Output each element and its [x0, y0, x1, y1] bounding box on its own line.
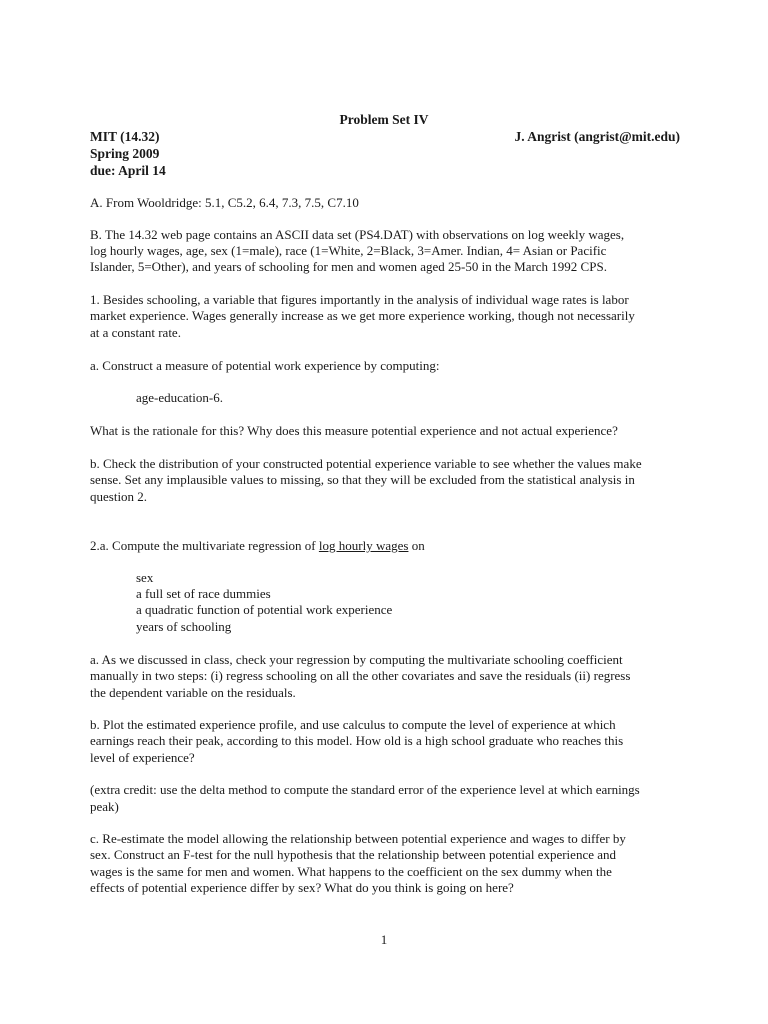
question-1b-line-2: sense. Set any implausible values to missing, so that they will be excluded from the statistical analysis in — [90, 472, 635, 487]
question-1-line-3: at a constant rate. — [90, 325, 181, 340]
question-2c-line-4: effects of potential experience differ by sex? What do you think is going on here? — [90, 880, 514, 895]
question-1a-question: What is the rationale for this? Why does this measure potential experience and not actual experience? — [90, 423, 618, 438]
term: Spring 2009 — [90, 146, 160, 161]
question-1a-formula: age-education-6. — [136, 390, 223, 405]
question-2c-line-2: sex. Construct an F-test for the null hypothesis that the relationship between potential experience and — [90, 847, 616, 862]
extra-credit-line-1: (extra credit: use the delta method to compute the standard error of the experience level at which earnings — [90, 782, 640, 797]
question-2b-line-1: b. Plot the estimated experience profile, and use calculus to compute the level of experience at which — [90, 717, 616, 732]
due-date: due: April 14 — [90, 163, 166, 178]
section-a: A. From Wooldridge: 5.1, C5.2, 6.4, 7.3, 7.5, C7.10 — [90, 195, 359, 210]
page-number: 1 — [380, 932, 388, 947]
question-2a-prefix: 2.a. Compute the multivariate regression of — [90, 538, 319, 553]
question-1-line-2: market experience. Wages generally increase as we get more experience working, though not necessarily — [90, 308, 635, 323]
question-1a-intro: a. Construct a measure of potential work experience by computing: — [90, 358, 440, 373]
header-course-row — [90, 128, 680, 145]
extra-credit-line-2: peak) — [90, 799, 119, 814]
instructor-contact: J. Angrist (angrist@mit.edu) — [514, 129, 680, 144]
question-1b-line-3: question 2. — [90, 489, 148, 504]
course-name: MIT (14.32) — [90, 129, 160, 144]
dependent-variable: log hourly wages — [318, 538, 409, 553]
section-b-line-3: Islander, 5=Other), and years of schooling for men and women aged 25-50 in the March 1992 CPS. — [90, 259, 607, 274]
regressor-item: sex — [136, 570, 154, 585]
question-2b-line-3: level of experience? — [90, 750, 195, 765]
question-1b-line-1: b. Check the distribution of your constructed potential experience variable to see whether the values make — [90, 456, 642, 471]
question-2a-a-line-1: a. As we discussed in class, check your regression by computing the multivariate schooling coefficient — [90, 652, 623, 667]
regressor-item: a full set of race dummies — [136, 586, 271, 601]
page-title: Problem Set IV — [339, 112, 429, 127]
question-2a-a-line-2: manually in two steps: (i) regress schooling on all the other covariates and save the residuals (ii) regress — [90, 668, 631, 683]
regressor-item: years of schooling — [136, 619, 232, 634]
section-b-line-2: log hourly wages, age, sex (1=male), race (1=White, 2=Black, 3=Amer. Indian, 4= Asian or Pacific — [90, 243, 607, 258]
question-2b-line-2: earnings reach their peak, according to this model. How old is a high school graduate who reaches this — [90, 733, 624, 748]
question-2c-line-1: c. Re-estimate the model allowing the relationship between potential experience and wages to differ by — [90, 831, 626, 846]
question-1-line-1: 1. Besides schooling, a variable that figures importantly in the analysis of individual wage rates is labor — [90, 292, 629, 307]
regressor-item: a quadratic function of potential work experience — [136, 602, 393, 617]
question-2a-suffix: on — [408, 538, 425, 553]
question-2c-line-3: wages is the same for men and women. What happens to the coefficient on the sex dummy when the — [90, 864, 612, 879]
section-b-line-1: B. The 14.32 web page contains an ASCII data set (PS4.DAT) with observations on log weekly wages, — [90, 227, 625, 242]
question-2a-intro — [90, 538, 677, 555]
question-2a-a-line-3: the dependent variable on the residuals. — [90, 685, 296, 700]
